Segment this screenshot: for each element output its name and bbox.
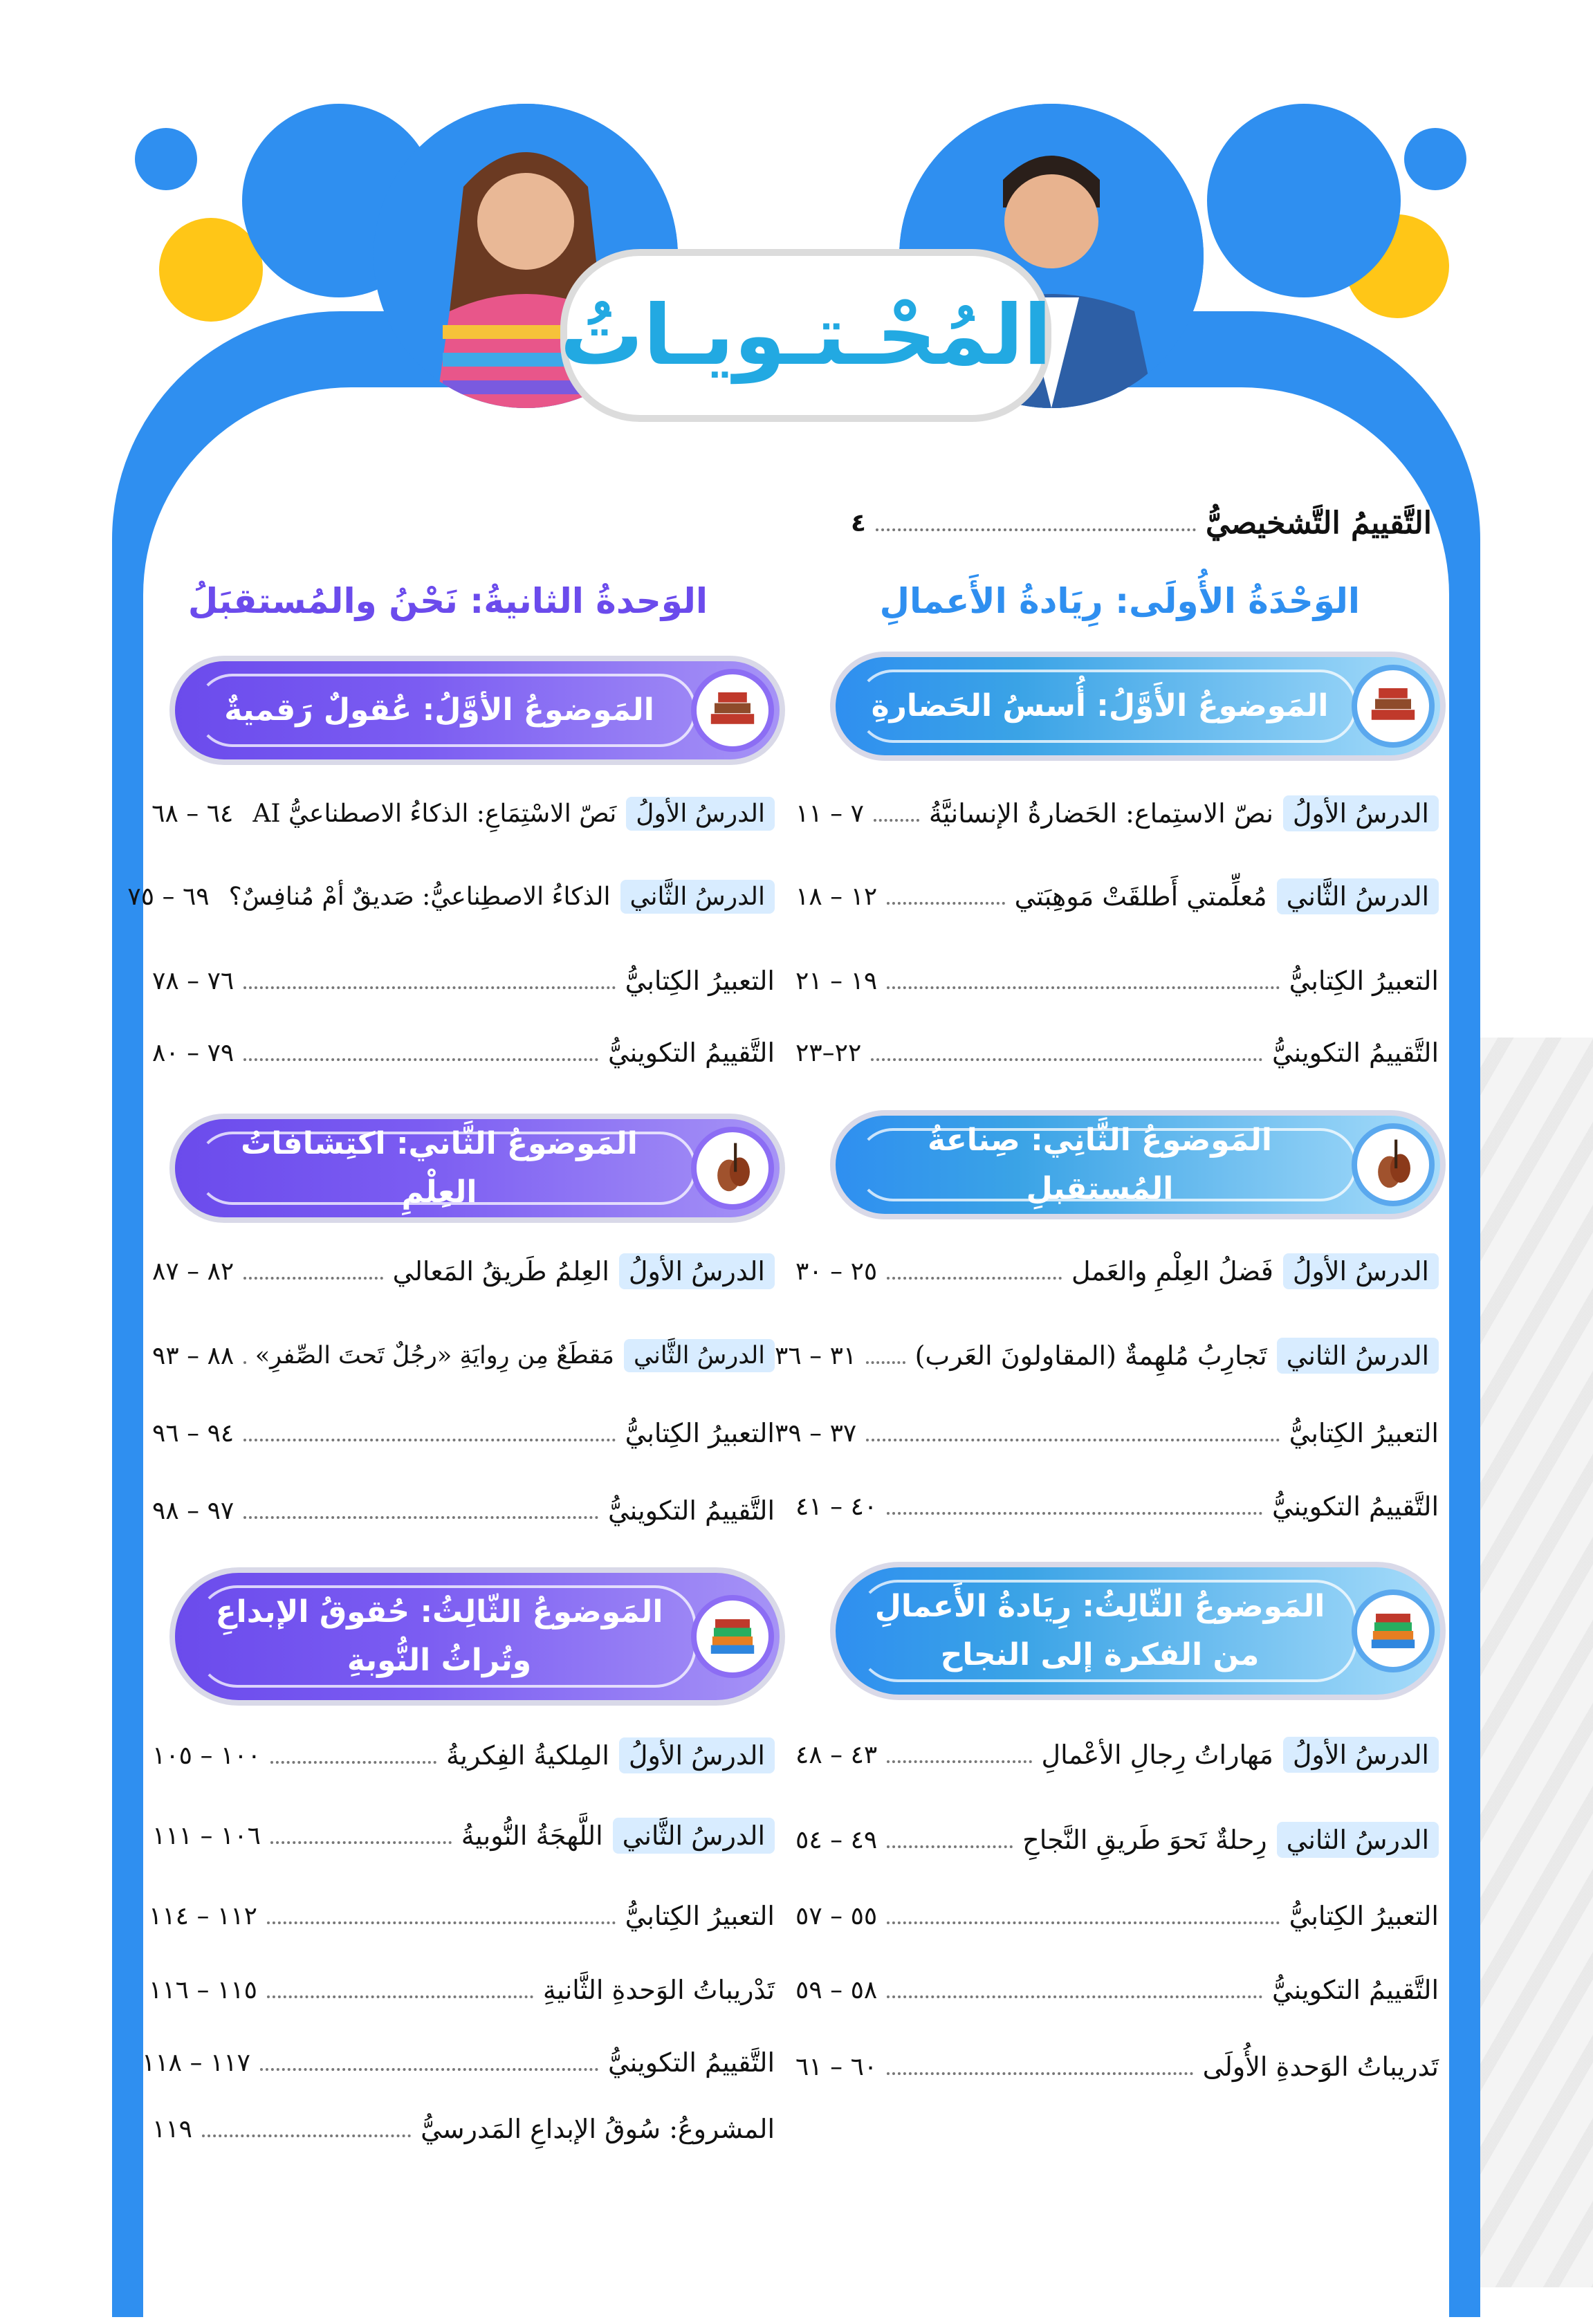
row-pages: ٤٣ – ٤٨ [795, 1740, 878, 1769]
row-pages: ١١٩ [152, 2114, 193, 2143]
unit2-topic2-banner[interactable] [169, 1114, 785, 1223]
lesson-tag: الدرسُ الأولُ [1283, 1253, 1439, 1289]
dot-leader [243, 986, 615, 989]
dot-leader [887, 1512, 1262, 1515]
row-pages: ٣٧ – ٣٩ [775, 1419, 857, 1448]
row-title: نصّ الاستِماع: الحَضارةُ الإنسانيَّةُ [928, 798, 1273, 829]
dot-leader [243, 1439, 615, 1441]
row-title: اللَّهجَةُ النُّوبيةُ [461, 1820, 603, 1851]
diagnostic-pages: ٤ [851, 508, 866, 537]
row-pages: ١٠٠ – ١٠٥ [152, 1741, 261, 1770]
row-pages: ٨٢ – ٨٧ [152, 1257, 234, 1286]
row-title: التَّقييمُ التكوينيُّ [607, 2047, 775, 2078]
row-title: نَصّ الاسْتِمَاعِ: الذكاءُ الاصطناعيُّ AI [252, 799, 617, 828]
books-icon [1352, 665, 1435, 748]
topic-title-line2: وتُراثُ النُّوبةِ [347, 1643, 532, 1678]
toc-row[interactable] [149, 1894, 775, 1938]
topic-title-line2: من الفكرة إلى النجاح [940, 1637, 1260, 1672]
toc-row[interactable] [795, 959, 1439, 1003]
lesson-tag: الدرسُ الأولُ [626, 797, 775, 831]
toc-row[interactable] [142, 2040, 775, 2085]
row-pages: ٦٤ – ٦٨ [151, 799, 234, 828]
unit2-topic1-banner[interactable] [169, 656, 785, 765]
row-pages: ٢٥ – ٣٠ [795, 1257, 878, 1286]
toc-row[interactable] [149, 1968, 775, 2012]
toc-row[interactable] [152, 1334, 775, 1378]
dot-leader [887, 902, 1004, 905]
decor-circle [1404, 128, 1466, 190]
unit1-topic3-banner[interactable] [830, 1562, 1446, 1700]
dot-leader [887, 1760, 1031, 1763]
row-pages: ٦٩ – ٧٥ [127, 882, 210, 911]
row-title: التعبيرُ الكِتابيُّ [625, 1418, 775, 1448]
row-title: التَّقييمُ التكوينيُّ [1271, 1975, 1439, 2005]
toc-row[interactable] [795, 1818, 1439, 1862]
row-title: التعبيرُ الكِتابيُّ [1289, 1418, 1439, 1448]
topic-title: المَوضوعُ الأَوَّلُ: أُسسُ الحَضارةِ [871, 688, 1329, 723]
lesson-tag: الدرسُ الثاني [1277, 1338, 1439, 1374]
row-title: التَّقييمُ التكوينيُّ [1271, 1038, 1439, 1068]
toc-row[interactable] [795, 2045, 1439, 2089]
lesson-tag: الدرسُ الثَّاني [1277, 878, 1439, 914]
toc-row[interactable] [795, 791, 1439, 836]
row-title: رِحلةٌ نَحوَ طَريقِ النَّجاحِ [1022, 1825, 1267, 1855]
dot-leader [243, 1361, 246, 1364]
toc-row[interactable] [795, 1894, 1439, 1938]
toc-row[interactable] [795, 1249, 1439, 1293]
toc-row[interactable] [795, 1733, 1439, 1777]
page-title: المُحْـتـويـاتُ [560, 287, 1052, 384]
dot-leader [270, 1761, 436, 1764]
violin-icon [691, 1127, 774, 1210]
row-pages: ٩٧ – ٩٨ [152, 1496, 234, 1525]
lesson-tag: الدرسُ الأولُ [619, 1737, 775, 1773]
toc-row[interactable] [795, 1968, 1439, 2012]
dot-leader [887, 1277, 1062, 1280]
row-title: التعبيرُ الكِتابيُّ [1289, 966, 1439, 996]
row-title: تَجارِبُ مُلهِمةٌ (المقاولونَ العَرب) [914, 1340, 1267, 1371]
toc-row[interactable] [775, 1334, 1439, 1378]
toc-row[interactable] [152, 791, 775, 836]
row-title: تَدْريباتُ الوَحدةِ الثَّانيةِ [542, 1975, 775, 2005]
unit1-topic1-banner[interactable] [830, 652, 1446, 761]
row-pages: ١٠٦ – ١١١ [152, 1821, 261, 1850]
row-title: العِلمُ طَريقُ المَعالي [392, 1256, 609, 1286]
row-pages: ٤٠ – ٤١ [795, 1492, 878, 1521]
row-pages: ٧٩ – ٨٠ [152, 1038, 234, 1067]
row-title: التعبيرُ الكِتابيُّ [625, 1901, 775, 1931]
row-title: الذكاءُ الاصطِناعيُّ: صَديقٌ أمْ مُنافِسٌ؟ [228, 882, 611, 911]
dot-leader [874, 819, 919, 822]
toc-row[interactable] [775, 1411, 1439, 1455]
diagnostic-line[interactable] [851, 501, 1432, 545]
row-pages: ١١٧ – ١١٨ [142, 2048, 250, 2077]
row-pages: ٧٦ – ٧٨ [152, 966, 234, 995]
toc-row[interactable] [795, 1031, 1439, 1075]
row-pages: ٢٢–٢٣ [795, 1038, 862, 1067]
row-pages: ٨٨ – ٩٣ [152, 1341, 234, 1370]
lesson-tag: الدرسُ الثَّاني [613, 1818, 775, 1854]
topic-title: المَوضوعُ الثَّانِي: صِناعةُ المُستقبلِ [928, 1122, 1272, 1206]
row-title: مَهاراتُ رِجالِ الأعْمالِ [1041, 1740, 1273, 1770]
row-title: مَقطَعٌ مِن رِوايَةِ «رجُلٌ تَحتَ الصِّفرِ» [255, 1342, 614, 1370]
dot-leader [866, 1361, 905, 1364]
lesson-tag: الدرسُ الأولُ [1283, 795, 1439, 831]
books-stack-icon [691, 1595, 774, 1678]
dot-leader [887, 1995, 1262, 1998]
topic-title: المَوضوعُ الأوَّلُ: عُقولٌ رَقميةٌ [224, 692, 654, 728]
row-title: التَّقييمُ التكوينيُّ [1271, 1491, 1439, 1522]
toc-row[interactable] [152, 1488, 775, 1533]
row-pages: ١١٥ – ١١٦ [149, 1975, 257, 2004]
dot-leader [866, 1439, 1279, 1441]
row-title: التعبيرُ الكِتابيُّ [625, 966, 775, 996]
dot-leader [243, 1277, 383, 1280]
row-title: التعبيرُ الكِتابيُّ [1289, 1901, 1439, 1931]
books-icon [691, 669, 774, 752]
dot-leader [260, 2068, 598, 2071]
toc-row[interactable] [152, 959, 775, 1003]
row-pages: ٩٤ – ٩٦ [152, 1419, 234, 1448]
lesson-tag: الدرسُ الثَّاني [624, 1339, 775, 1372]
diagnostic-title: التَّقييمُ التَّشخيصيُّ [1206, 505, 1432, 541]
toc-row[interactable] [152, 1411, 775, 1455]
dot-leader [243, 1516, 598, 1519]
toc-row[interactable] [795, 1484, 1439, 1529]
dot-leader [243, 1058, 598, 1061]
row-pages: ٦٠ – ٦١ [795, 2052, 878, 2081]
toc-row[interactable] [152, 1249, 775, 1293]
unit2-title: الوَحدةُ الثانيةُ: نَحْنُ والمُستقبَلُ [187, 581, 708, 621]
lesson-tag: الدرسُ الثَّاني [620, 880, 775, 914]
lesson-tag: الدرسُ الأولُ [1283, 1737, 1439, 1773]
row-pages: ٣١ – ٣٦ [775, 1341, 857, 1370]
row-title: المشروعُ: سُوقُ الإبداعِ المَدرسيُّ [421, 2114, 775, 2144]
row-title: تَدريباتُ الوَحدةِ الأُولَى [1202, 2051, 1439, 2082]
row-pages: ٥٨ – ٥٩ [795, 1975, 878, 2004]
dot-leader [887, 1921, 1279, 1924]
topic-title: المَوضوعُ الثَّاني: اكتِشافاتُ العِلْمِ [241, 1125, 638, 1210]
dot-leader [887, 2072, 1193, 2075]
toc-row[interactable] [152, 2107, 775, 2151]
toc-row[interactable] [795, 874, 1439, 919]
unit2-topic3-banner[interactable] [169, 1567, 785, 1706]
row-pages: ١١٢ – ١١٤ [149, 1901, 257, 1930]
decor-circle [135, 128, 197, 190]
toc-row[interactable] [152, 1031, 775, 1075]
toc-row[interactable] [127, 874, 775, 919]
books-stack-icon [1352, 1589, 1435, 1672]
decor-circle [1207, 104, 1401, 297]
unit1-title: الوَحْدَةُ الأُولَى: رِيَادةُ الأَعمالِ [879, 581, 1360, 621]
unit1-topic2-banner[interactable] [830, 1110, 1446, 1219]
topic-title-line1: المَوضوعُ الثّالِثُ: رِيَادةُ الأَعمالِ [874, 1588, 1325, 1624]
row-pages: ٧ – ١١ [795, 799, 864, 828]
lesson-tag: الدرسُ الأولُ [619, 1253, 775, 1289]
toc-row[interactable] [152, 1814, 775, 1858]
lesson-tag: الدرسُ الثاني [1277, 1822, 1439, 1858]
topic-title-line1: المَوضوعُ الثّالِثُ: حُقوقُ الإبداعِ [215, 1594, 663, 1630]
dot-leader [267, 1995, 533, 1998]
dot-leader [876, 528, 1196, 531]
title-pill [560, 249, 1051, 422]
row-pages: ١٢ – ١٨ [795, 882, 878, 911]
dot-leader [887, 1845, 1013, 1848]
dot-leader [267, 1921, 616, 1924]
row-title: فَضلُ العِلْمِ والعَمل [1071, 1256, 1273, 1286]
row-pages: ١٩ – ٢١ [795, 966, 878, 995]
row-title: المِلكيةُ الفِكريةُ [446, 1740, 609, 1771]
toc-row[interactable] [152, 1733, 775, 1778]
dot-leader [202, 2134, 411, 2137]
row-title: التَّقييمُ التكوينيُّ [607, 1038, 775, 1068]
dot-leader [871, 1058, 1262, 1061]
violin-icon [1352, 1123, 1435, 1206]
row-pages: ٤٩ – ٥٤ [795, 1825, 878, 1854]
dot-leader [270, 1841, 452, 1844]
row-title: مُعلِّمتي أَطلقَتْ مَوهِبَتي [1014, 881, 1267, 912]
row-pages: ٥٥ – ٥٧ [795, 1901, 878, 1930]
row-title: التَّقييمُ التكوينيُّ [607, 1495, 775, 1526]
dot-leader [887, 986, 1279, 989]
